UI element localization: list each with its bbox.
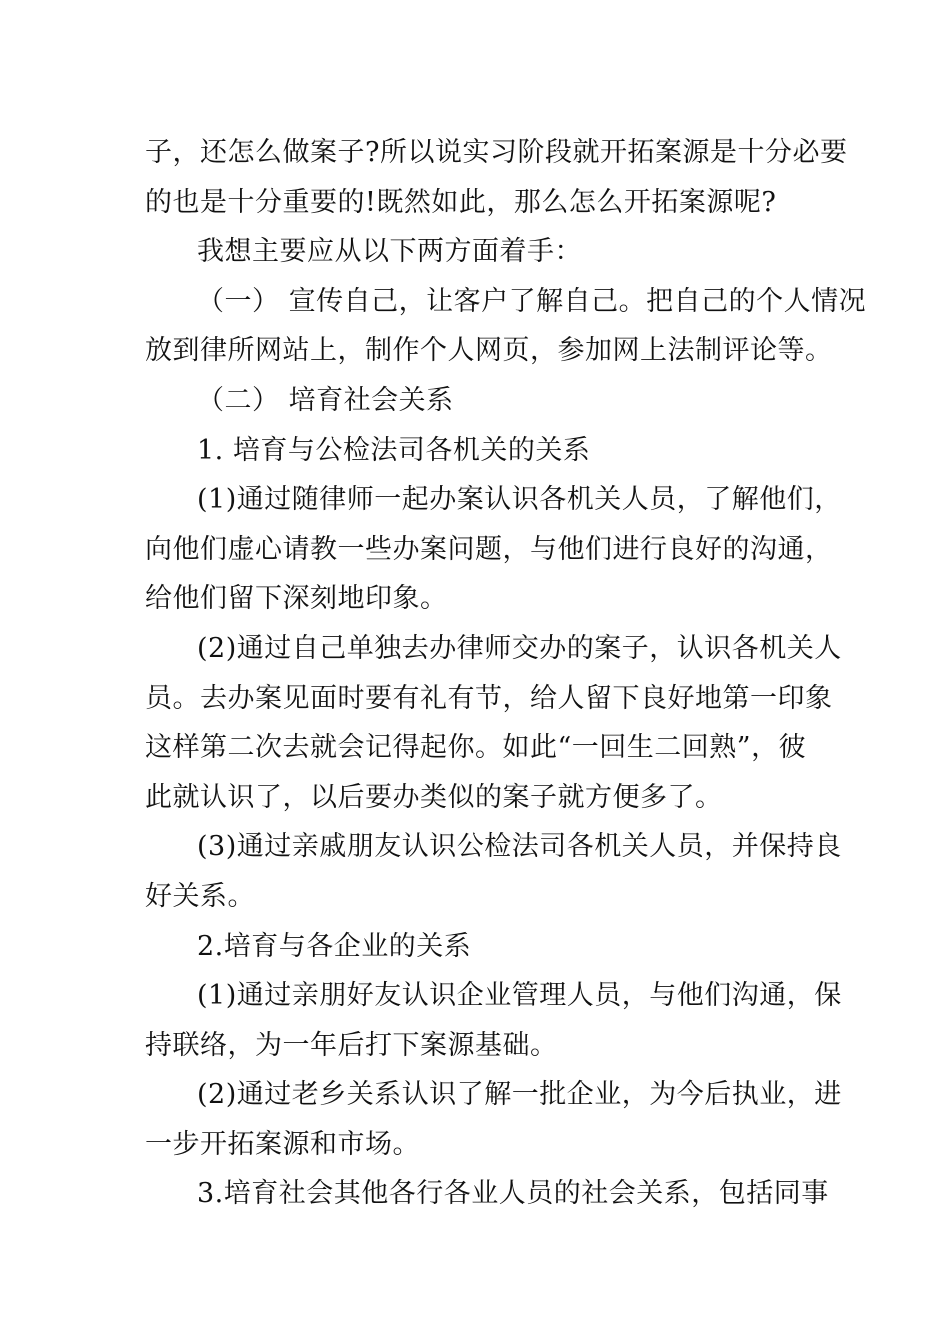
text-line: 员。去办案见面时要有礼有节，给人留下良好地第一印象 bbox=[145, 682, 833, 714]
text-line: 放到律所网站上，制作个人网页，参加网上法制评论等。 bbox=[145, 335, 833, 367]
text-line: 好关系。 bbox=[145, 880, 255, 912]
text-line: (2)通过自己单独去办律师交办的案子，认识各机关人 bbox=[197, 632, 842, 664]
text-line: (3)通过亲戚朋友认识公检法司各机关人员，并保持良 bbox=[197, 831, 842, 863]
subsection-heading-1: 1. 培育与公检法司各机关的关系 bbox=[197, 434, 591, 466]
section-heading-2: （二） 培育社会关系 bbox=[197, 384, 454, 416]
subsection-heading-2: 2.培育与各企业的关系 bbox=[197, 930, 472, 962]
text-line: (2)通过老乡关系认识了解一批企业，为今后执业，进 bbox=[197, 1079, 842, 1111]
text-line: (1)通过随律师一起办案认识各机关人员，了解他们， bbox=[197, 484, 842, 516]
text-line: 给他们留下深刻地印象。 bbox=[145, 583, 448, 615]
text-line: (1)通过亲朋好友认识企业管理人员，与他们沟通，保 bbox=[197, 980, 842, 1012]
text-line: 这样第二次去就会记得起你。如此“一回生二回熟”，彼 bbox=[145, 732, 807, 764]
text-line: 我想主要应从以下两方面着手： bbox=[197, 236, 582, 268]
text-line: 持联络，为一年后打下案源基础。 bbox=[145, 1029, 558, 1061]
text-line: 向他们虚心请教一些办案问题，与他们进行良好的沟通， bbox=[145, 533, 833, 565]
text-line: 此就认识了，以后要办类似的案子就方便多了。 bbox=[145, 781, 723, 813]
text-line: 子，还怎么做案子?所以说实习阶段就开拓案源是十分必要 bbox=[145, 137, 848, 168]
document-body bbox=[145, 128, 867, 1219]
text-line: 的也是十分重要的!既然如此，那么怎么开拓案源呢? bbox=[145, 186, 777, 218]
subsection-heading-3: 3.培育社会其他各行各业人员的社会关系，包括同事 bbox=[197, 1178, 829, 1210]
text-line: 一步开拓案源和市场。 bbox=[145, 1128, 420, 1160]
section-heading-1: （一） 宣传自己，让客户了解自己。把自己的个人情况 bbox=[197, 285, 867, 317]
